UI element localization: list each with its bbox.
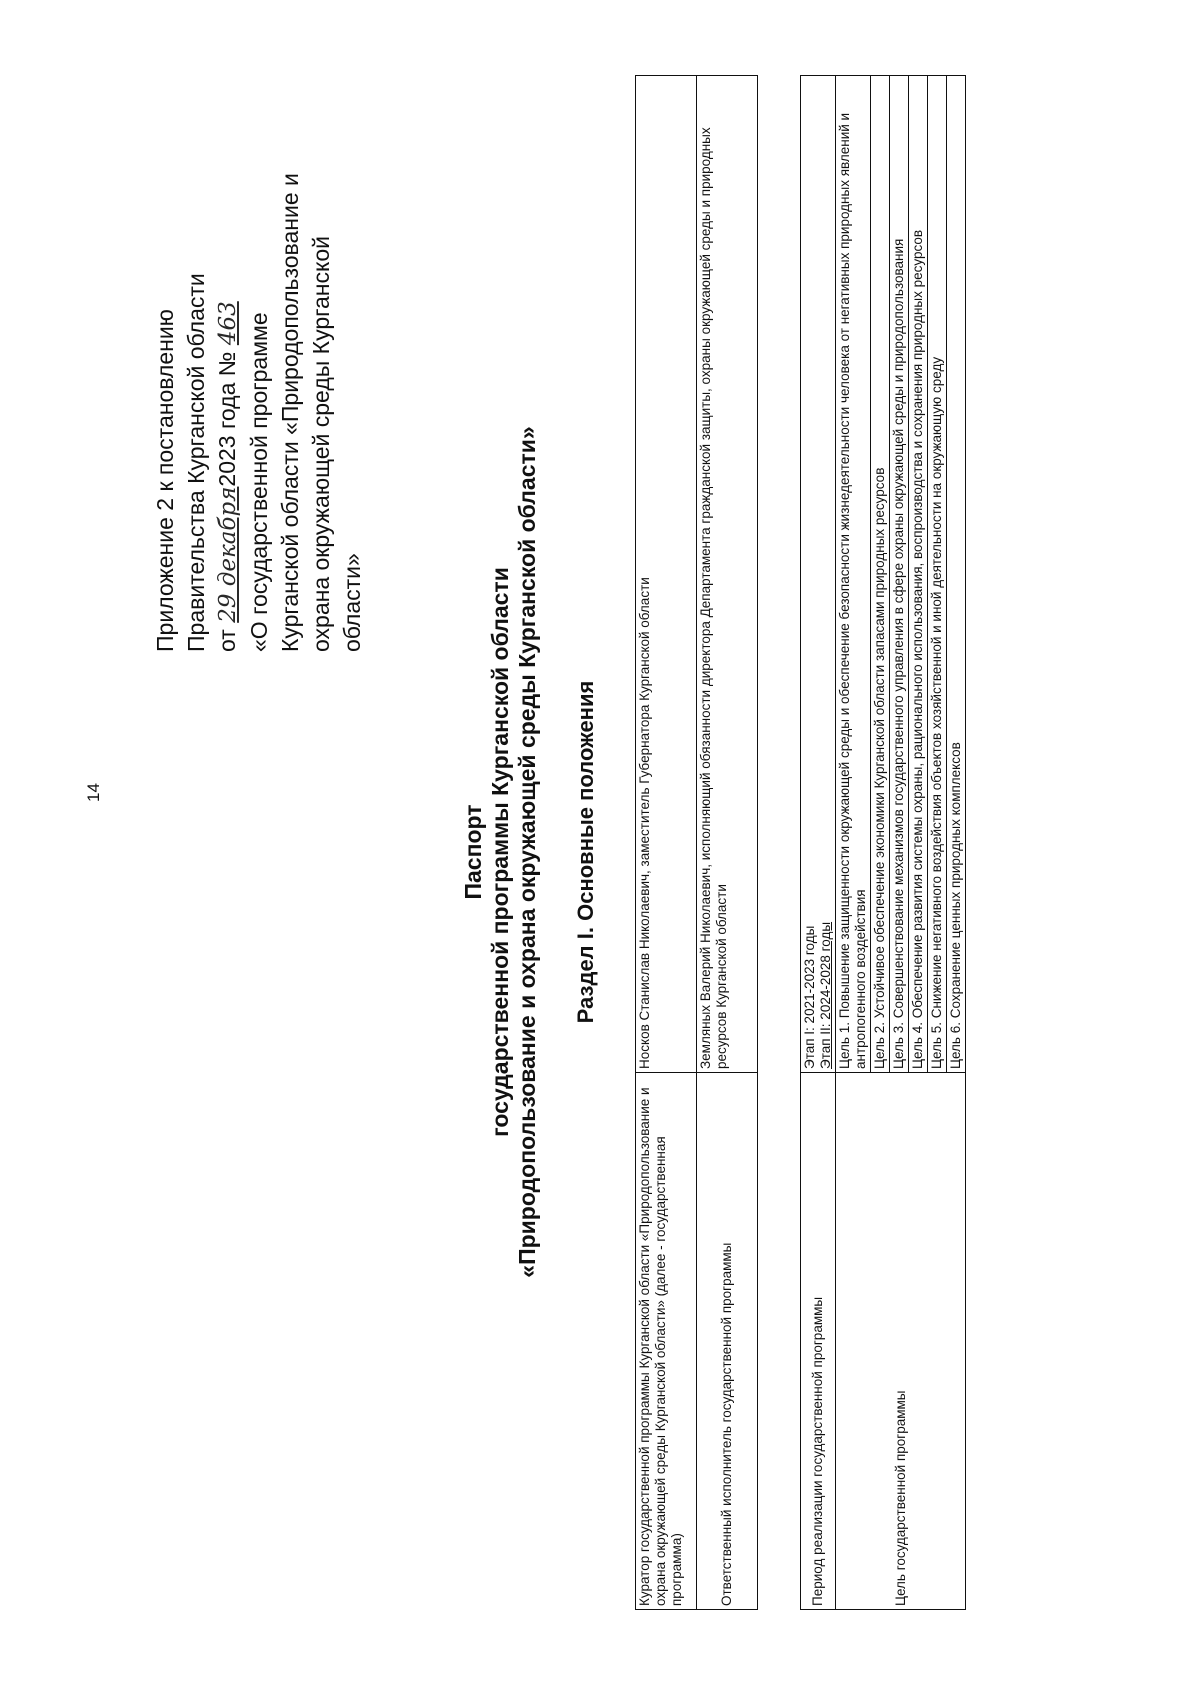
- title-line-2: государственной программы Курганской области: [487, 567, 513, 1137]
- period-stage-2: Этап II: 2024-2028 годы: [818, 921, 833, 1069]
- period-value-cell: [801, 76, 836, 1073]
- table-row: [636, 76, 697, 1610]
- executor-value-cell: [697, 76, 758, 1073]
- goal-3: Цель 3. Совершенствование механизмов государственного управления в сфере охраны окружающей среды и природопользования: [891, 238, 906, 1069]
- goals-label: Цель государственной программы: [892, 1390, 908, 1606]
- section-title: Раздел I. Основные положения: [573, 680, 598, 1024]
- title-line-1: Паспорт: [460, 804, 486, 900]
- goal-cell: [928, 76, 947, 1073]
- curator-value-cell: [636, 76, 697, 1073]
- curator-value: Носков Станислав Николаевич, заместитель Губернатора Курганской области: [637, 577, 652, 1069]
- period-label: Период реализации государственной программы: [810, 1296, 825, 1606]
- period-stage-1: Этап I: 2021-2023 годы: [802, 925, 817, 1069]
- goal-cell: [947, 76, 966, 1073]
- curator-label: Куратор государственной программы Курганской области «Природопользование и охрана окружающей среды Курганской области» (далее - государственная программа): [637, 1087, 684, 1606]
- passport-table-period-goals: [800, 75, 966, 1610]
- goal-1: Цель 1. Повышение защищенности окружающей среды и обеспечение безопасности жизнедеятельности человека от негативных природных явлений и антропогенного воздействия: [837, 112, 868, 1069]
- period-label-cell: [801, 1073, 836, 1610]
- table-row: [801, 76, 836, 1610]
- approval-note: [150, 162, 368, 652]
- executor-label-cell: [697, 1073, 758, 1610]
- executor-label: Ответственный исполнитель государственной программы: [719, 1242, 734, 1606]
- table-row: [697, 76, 758, 1610]
- goal-cell: [871, 76, 890, 1073]
- approval-date-prefix: от: [214, 629, 240, 652]
- goal-5: Цель 5. Снижение негативного воздействия объектов хозяйственной и иной деятельности на окружающую среду: [929, 356, 944, 1069]
- approval-line-5: Курганской области «Природопользование и: [277, 173, 303, 652]
- goals-label-cell: [836, 1073, 966, 1610]
- title-line-3: «Природопользование и охрана окружающей среды Курганской области»: [514, 426, 540, 1278]
- goal-6: Цель 6. Сохранение ценных природных комплексов: [948, 742, 963, 1069]
- approval-line-6: охрана окружающей среды Курганской: [308, 236, 334, 652]
- goal-cell: [909, 76, 928, 1073]
- approval-line-7: области»: [339, 553, 365, 652]
- approval-line-2: Правительства Курганской области: [183, 273, 209, 652]
- goal-4: Цель 4. Обеспечение развития системы охраны, рационального использования, воспроизводства и сохранения природных ресурсов: [910, 229, 925, 1069]
- goal-cell: [890, 76, 909, 1073]
- approval-handwritten-number: 463: [215, 301, 241, 346]
- approval-line-4: «О государственной программе: [246, 312, 272, 652]
- page-number: 14: [84, 783, 103, 802]
- document-title: [460, 402, 541, 1302]
- approval-handwritten-date: 29 декабря: [215, 486, 241, 623]
- executor-value: Земляных Валерий Николаевич, исполняющий обязанности директора Департамента гражданской защиты, охраны окружающей среды и природных ресурсов Курганской области: [698, 127, 729, 1069]
- passport-table-main: [635, 75, 758, 1610]
- table-row: [836, 76, 871, 1610]
- goal-2: Цель 2. Устойчивое обеспечение экономики Курганской области запасами природных ресурсов: [872, 467, 887, 1069]
- approval-year: 2023 года №: [214, 351, 240, 487]
- approval-line-1: Приложение 2 к постановлению: [152, 309, 178, 652]
- approval-line-3: [212, 162, 244, 652]
- curator-label-cell: [636, 1073, 697, 1610]
- goal-cell: [836, 76, 871, 1073]
